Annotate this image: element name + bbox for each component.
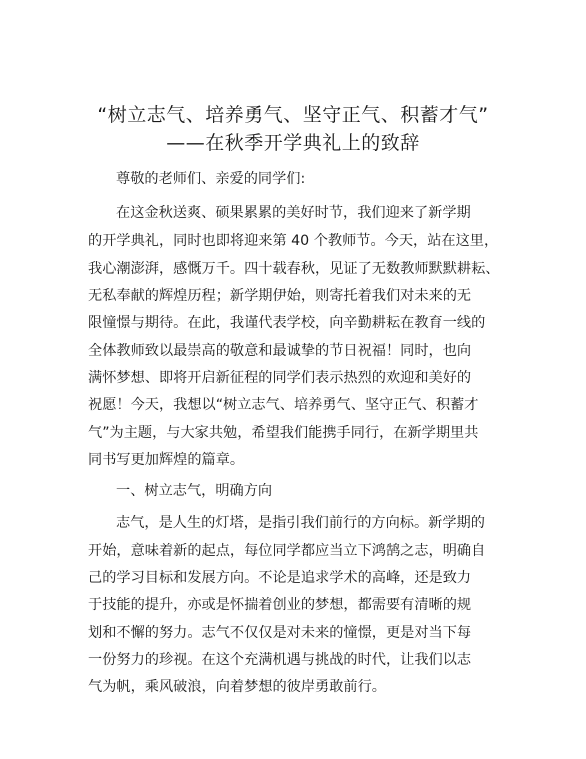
paragraph-line: 己的学习目标和发展方向。不论是追求学术的高峰，还是致力: [88, 570, 472, 586]
paragraph-line: 祝愿！今天，我想以“树立志气、培养勇气、坚守正气、积蓄才: [88, 397, 479, 413]
section-heading: 一、树立志气，明确方向: [116, 483, 273, 499]
document-subtitle: ——在秋季开学典礼上的致辞: [166, 132, 420, 154]
paragraph-line: 的开学典礼，同时也即将迎来第 40 个教师节。今天，站在这里，: [88, 233, 499, 249]
paragraph-line: 志气，是人生的灯塔，是指引我们前行的方向标。新学期的: [116, 515, 485, 531]
paragraph-line: 在这金秋送爽、硕果累累的美好时节，我们迎来了新学期: [116, 205, 471, 221]
salutation: 尊敬的老师们、亲爱的同学们:: [116, 171, 306, 187]
paragraph-line: 限憧憬与期待。在此，我谨代表学校，向辛勤耕耘在教育一线的: [88, 315, 486, 331]
paragraph-line: 无私奉献的辉煌历程；新学期伊始，则寄托着我们对未来的无: [88, 288, 472, 304]
paragraph-line: 我心潮澎湃，感慨万千。四十载春秋，见证了无数教师默默耕耘、: [88, 261, 500, 277]
document-title: “树立志气、培养勇气、坚守正气、积蓄才气”: [97, 104, 489, 126]
paragraph-line: 开始，意味着新的起点，每位同学都应当立下鸿鹄之志，明确自: [88, 543, 486, 559]
paragraph-line: 一份努力的珍视。在这个充满机遇与挑战的时代，让我们以志: [88, 652, 472, 668]
paragraph-line: 全体教师致以最崇高的敬意和最诚挚的节日祝福！同时，也向: [88, 343, 472, 359]
paragraph-line: 气为帆，乘风破浪，向着梦想的彼岸勇敢前行。: [88, 679, 386, 695]
paragraph-line: 气”为主题，与大家共勉，希望我们能携手同行，在新学期里共: [88, 425, 479, 441]
paragraph-line: 满怀梦想、即将开启新征程的同学们表示热烈的欢迎和美好的: [88, 370, 472, 386]
paragraph-line: 划和不懈的努力。志气不仅仅是对未来的憧憬，更是对当下每: [88, 625, 472, 641]
paragraph-line: 同书写更加辉煌的篇章。: [88, 452, 245, 468]
paragraph-line: 于技能的提升，亦或是怀揣着创业的梦想，都需要有清晰的规: [88, 597, 472, 613]
